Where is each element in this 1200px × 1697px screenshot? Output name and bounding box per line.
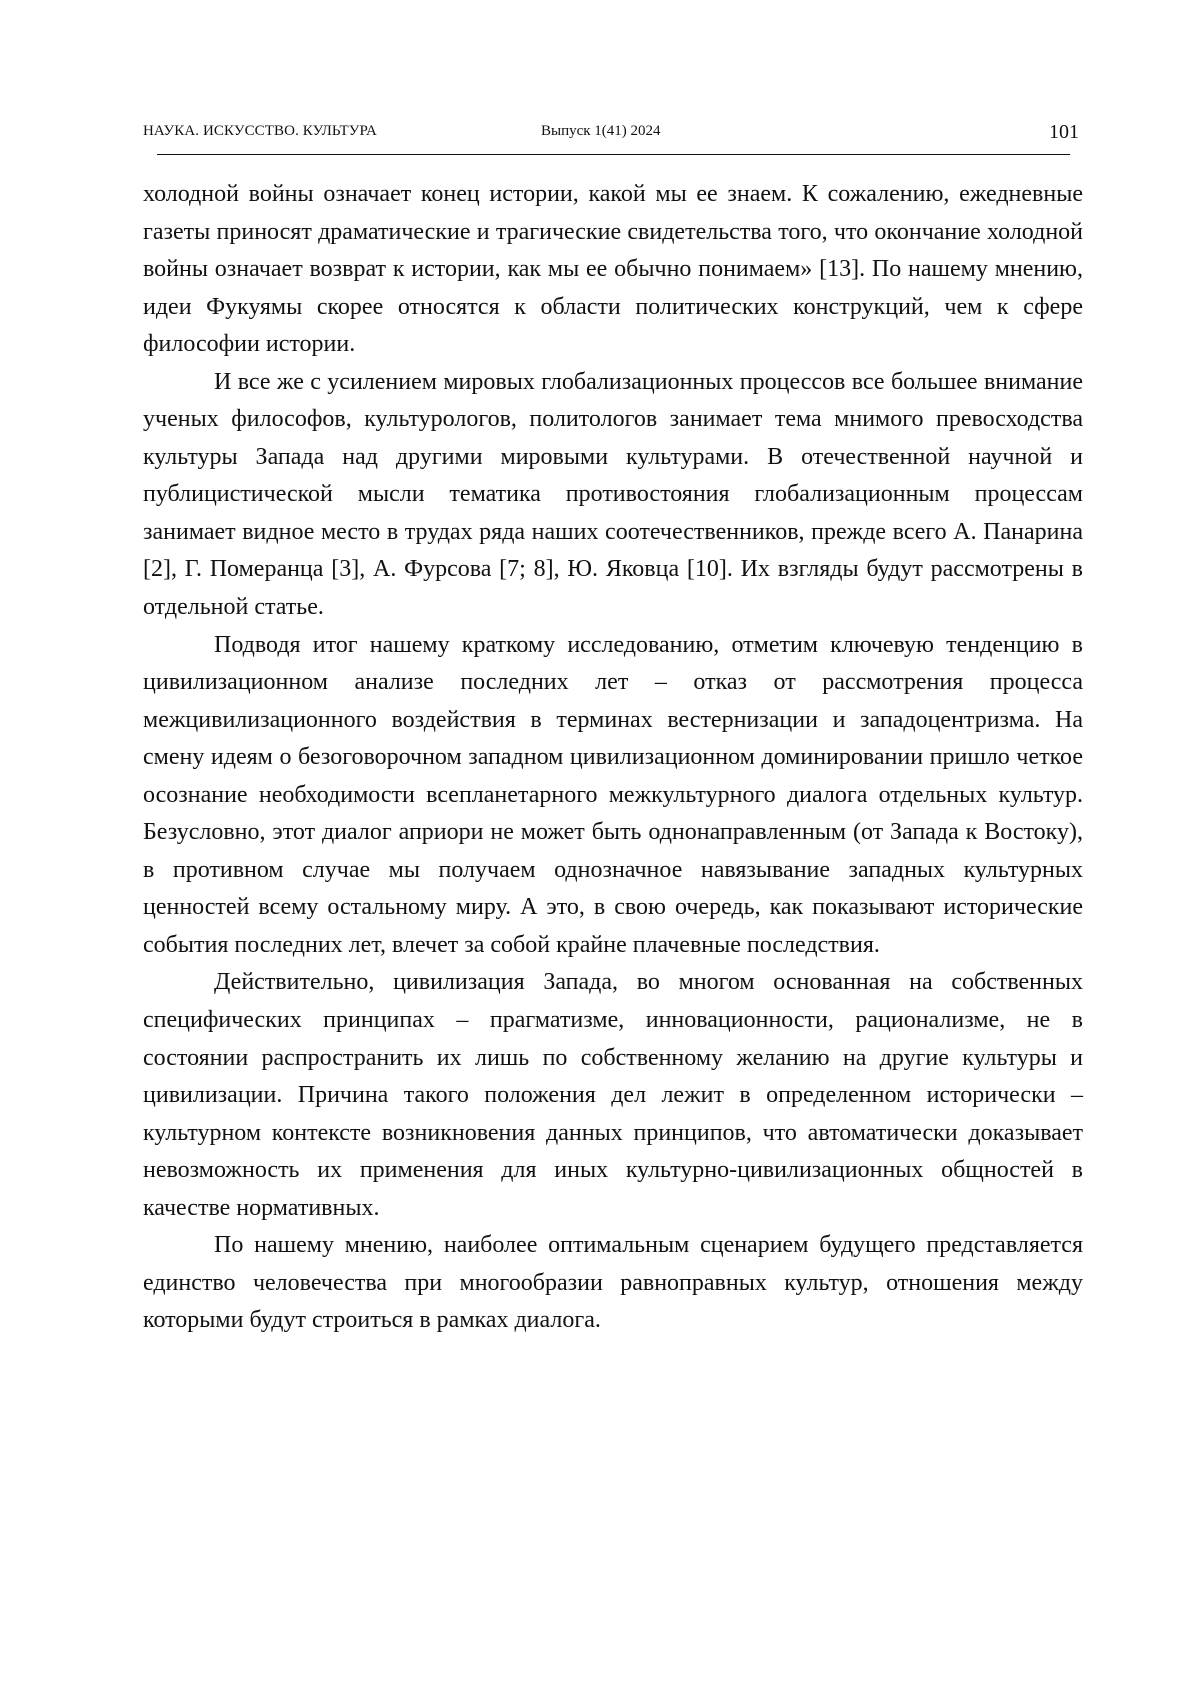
running-header — [143, 121, 1083, 149]
paragraph-future-scenario: По нашему мнению, наиболее оптимальным сценарием будущего представляется единство человечества при многообразии равноправных культур, отношения между которыми будут строиться в рамках диалога. — [143, 1227, 1083, 1340]
header-divider — [157, 154, 1070, 155]
paragraph-globalization: И все же с усилением мировых глобализационных процессов все большее внимание ученых философов, культурологов, политологов занимает тема мнимого превосходства культуры Запада над другими мировыми культурами. В отечественной научной и публицистической мысли тематика противостояния глобализационным процессам занимает видное место в трудах ряда наших соотечественников, прежде всего А. Панарина [2], Г. Померанца [3], А. Фурсова [7; 8], Ю. Яковца [10]. Их взгляды будут рассмотрены в отдельной статье. — [143, 364, 1083, 627]
paragraph-western-civilization: Действительно, цивилизация Запада, во многом основанная на собственных специфических принципах – прагматизме, инновационности, рационализме, не в состоянии распространить их лишь по собственному желанию на другие культуры и цивилизации. Причина такого положения дел лежит в определенном исторически – культурном контексте возникновения данных принципов, что автоматически доказывает невозможность их применения для иных культурно-цивилизационных общностей в качестве нормативных. — [143, 964, 1083, 1227]
paragraph-continuation: холодной войны означает конец истории, какой мы ее знаем. К сожалению, ежедневные газеты приносят драматические и трагические свидетельства того, что окончание холодной войны означает возврат к истории, как мы ее обычно понимаем» [13]. По нашему мнению, идеи Фукуямы скорее относятся к области политических конструкций, чем к сфере философии истории. — [143, 176, 1083, 364]
journal-page — [0, 0, 1200, 1697]
issue-label: Выпуск 1(41) 2024 — [541, 123, 661, 140]
page-number: 101 — [1049, 121, 1079, 144]
paragraph-conclusion: Подводя итог нашему краткому исследованию, отметим ключевую тенденцию в цивилизационном анализе последних лет – отказ от рассмотрения процесса межцивилизационного воздействия в терминах вестернизации и западоцентризма. На смену идеям о безоговорочном западном цивилизационном доминировании пришло четкое осознание необходимости всепланетарного межкультурного диалога отдельных культур. Безусловно, этот диалог априори не может быть однонаправленным (от Запада к Востоку), в противном случае мы получаем однозначное навязывание западных культурных ценностей всему остальному миру. А это, в свою очередь, как показывают исторические события последних лет, влечет за собой крайне плачевные последствия. — [143, 627, 1083, 965]
article-body — [143, 176, 1083, 1340]
journal-name: НАУКА. ИСКУССТВО. КУЛЬТУРА — [143, 123, 377, 140]
